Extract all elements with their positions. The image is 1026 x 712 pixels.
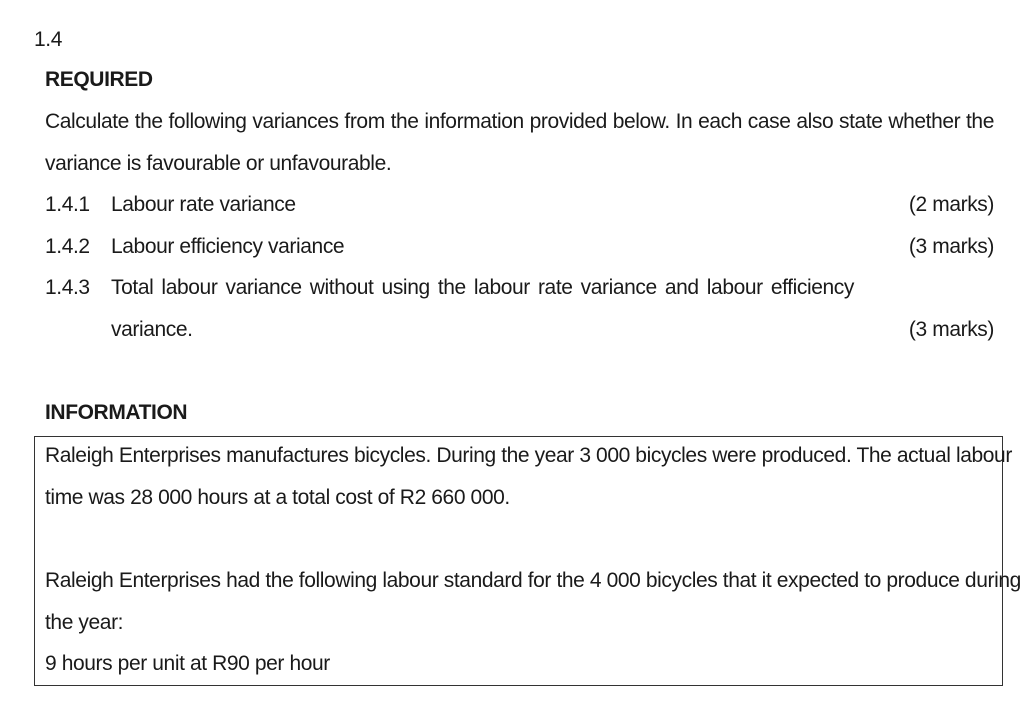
item-text: Labour rate variance	[111, 193, 296, 216]
required-heading: REQUIRED	[45, 68, 153, 91]
item-number: 1.4.1	[45, 193, 90, 216]
item-number: 1.4.3	[45, 276, 90, 299]
info-para1-line2: time was 28 000 hours at a total cost of R2 660 000.	[45, 486, 510, 509]
information-box	[34, 436, 1021, 686]
required-instruction-line1: Calculate the following variances from the information provided below. In each case also state whether the	[45, 110, 994, 133]
required-instruction-line2: variance is favourable or unfavourable.	[45, 152, 392, 175]
information-heading: INFORMATION	[45, 401, 188, 424]
item-number: 1.4.2	[45, 235, 90, 258]
question-number: 1.4	[34, 28, 62, 51]
item-text: Labour efficiency variance	[111, 235, 345, 258]
item-text-line2: variance.	[111, 318, 193, 341]
item-text-line1: Total labour variance without using the labour rate variance and labour efficiency	[111, 276, 854, 299]
item-marks: (3 marks)	[908, 235, 994, 258]
info-para2-line1: Raleigh Enterprises had the following labour standard for the 4 000 bicycles that it expected to produce during	[45, 569, 1021, 592]
info-para3: 9 hours per unit at R90 per hour	[45, 652, 330, 675]
item-marks: (2 marks)	[908, 193, 994, 216]
info-para2-line2: the year:	[45, 611, 124, 634]
item-marks: (3 marks)	[908, 318, 994, 341]
info-para1-line1: Raleigh Enterprises manufactures bicycles. During the year 3 000 bicycles were produced. The actual labour	[45, 444, 1012, 467]
